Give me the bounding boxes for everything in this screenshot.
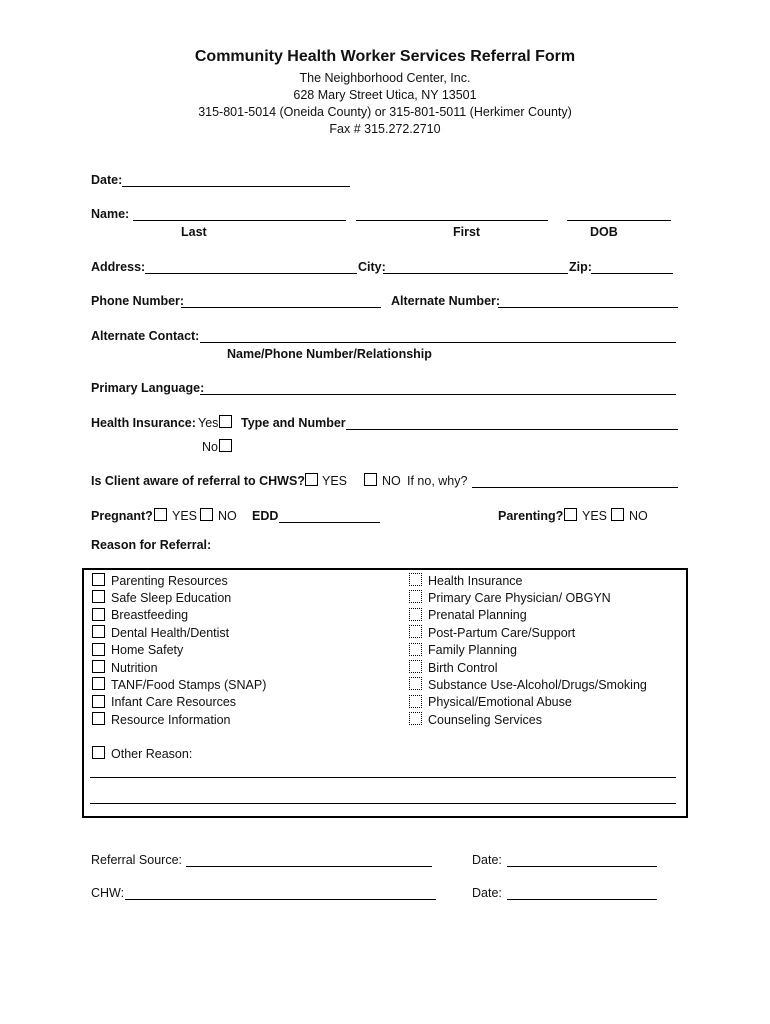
reason-label: Substance Use-Alcohol/Drugs/Smoking [428,677,647,692]
other-reason-line-1[interactable] [90,777,676,778]
pregnant-label: Pregnant? [91,509,153,523]
reason-label: Safe Sleep Education [111,590,232,605]
reason-label: TANF/Food Stamps (SNAP) [111,677,267,692]
reason-checkbox[interactable] [92,573,105,586]
reason-label: Birth Control [428,660,498,675]
type-number-label: Type and Number [241,416,346,430]
zip-label: Zip: [569,260,592,274]
alt-contact-label: Alternate Contact: [91,329,200,343]
edd-label: EDD [252,509,279,523]
chw-label: CHW: [91,886,125,900]
reason-label: Health Insurance [428,573,523,588]
reason-label: Infant Care Resources [111,695,237,710]
referral-source-field[interactable] [186,866,432,867]
insurance-no-label: No [202,440,218,454]
reason-label: Resource Information [111,712,231,727]
phone-label: Phone Number: [91,294,185,308]
aware-no-label: NO [382,474,401,488]
reason-label: Breastfeeding [111,608,189,623]
reason-label: Family Planning [428,643,517,658]
address-field[interactable] [145,273,357,274]
insurance-yes-label: Yes [198,416,219,430]
org-address: 628 Mary Street Utica, NY 13501 [293,88,477,102]
date-label: Date: [91,173,123,187]
referral-source-label: Referral Source: [91,853,183,867]
alt-contact-hint: Name/Phone Number/Relationship [227,347,432,361]
if-no-why-label: If no, why? [407,474,468,488]
reasons-box [82,568,688,818]
last-caption: Last [181,225,207,239]
type-number-field[interactable] [346,429,678,430]
aware-no-checkbox[interactable] [364,473,377,486]
language-label: Primary Language: [91,381,205,395]
reason-checkbox[interactable] [92,590,105,603]
pregnant-no-label: NO [218,509,237,523]
date2-field[interactable] [507,899,657,900]
city-label: City: [358,260,386,274]
alt-contact-field[interactable] [200,342,676,343]
reason-checkbox[interactable] [409,695,422,708]
pregnant-no-checkbox[interactable] [200,508,213,521]
reason-label: Primary Care Physician/ OBGYN [428,590,611,605]
last-name-field[interactable] [133,220,346,221]
pregnant-yes-checkbox[interactable] [154,508,167,521]
parenting-yes-label: YES [582,509,608,523]
date-field[interactable] [122,186,350,187]
reason-label: Post-Partum Care/Support [428,625,576,640]
pregnant-yes-label: YES [172,509,198,523]
language-field[interactable] [200,394,676,395]
date1-field[interactable] [507,866,657,867]
parenting-label: Parenting? [498,509,564,523]
parenting-no-label: NO [629,509,648,523]
parenting-yes-checkbox[interactable] [564,508,577,521]
aware-yes-label: YES [322,474,348,488]
edd-field[interactable] [279,522,380,523]
org-phones: 315-801-5014 (Oneida County) or 315-801-5011 (Herkimer County) [198,105,572,119]
address-label: Address: [91,260,146,274]
other-reason-label: Other Reason: [111,747,193,761]
org-name: The Neighborhood Center, Inc. [299,71,471,85]
insurance-label: Health Insurance: [91,416,196,430]
reason-checkbox[interactable] [409,625,422,638]
reason-label: Home Safety [111,643,184,658]
date2-label: Date: [472,886,502,900]
reason-label: Nutrition [111,660,158,675]
reason-header: Reason for Referral: [91,538,212,552]
reason-checkbox[interactable] [92,625,105,638]
first-name-field[interactable] [356,220,548,221]
reason-checkbox[interactable] [409,573,422,586]
other-reason-checkbox[interactable] [92,746,105,759]
reason-checkbox[interactable] [409,590,422,603]
aware-yes-checkbox[interactable] [305,473,318,486]
name-label: Name: [91,207,130,221]
reason-checkbox[interactable] [409,608,422,621]
reason-checkbox[interactable] [92,643,105,656]
reason-checkbox[interactable] [409,660,422,673]
reason-label: Counseling Services [428,712,542,727]
reason-label: Physical/Emotional Abuse [428,695,572,710]
alt-number-label: Alternate Number: [391,294,501,308]
reason-checkbox[interactable] [409,643,422,656]
other-reason-line-2[interactable] [90,803,676,804]
reason-checkbox[interactable] [409,712,422,725]
chw-field[interactable] [125,899,436,900]
insurance-no-checkbox[interactable] [219,439,232,452]
insurance-yes-checkbox[interactable] [219,415,232,428]
dob-caption: DOB [590,225,618,239]
reason-label: Parenting Resources [111,573,228,588]
aware-label: Is Client aware of referral to CHWS? [91,474,305,488]
parenting-no-checkbox[interactable] [611,508,624,521]
city-field[interactable] [383,273,568,274]
reason-checkbox[interactable] [92,695,105,708]
first-caption: First [453,225,481,239]
reason-checkbox[interactable] [409,677,422,690]
phone-field[interactable] [181,307,381,308]
reason-checkbox[interactable] [92,677,105,690]
reason-checkbox[interactable] [92,660,105,673]
why-field[interactable] [472,487,678,488]
reason-checkbox[interactable] [92,712,105,725]
date1-label: Date: [472,853,502,867]
dob-field[interactable] [567,220,671,221]
alt-number-field[interactable] [498,307,678,308]
reason-checkbox[interactable] [92,608,105,621]
zip-field[interactable] [591,273,673,274]
reason-label: Dental Health/Dentist [111,625,230,640]
org-fax: Fax # 315.272.2710 [329,122,441,136]
reason-label: Prenatal Planning [428,608,527,623]
form-title: Community Health Worker Services Referral Form [194,48,576,65]
